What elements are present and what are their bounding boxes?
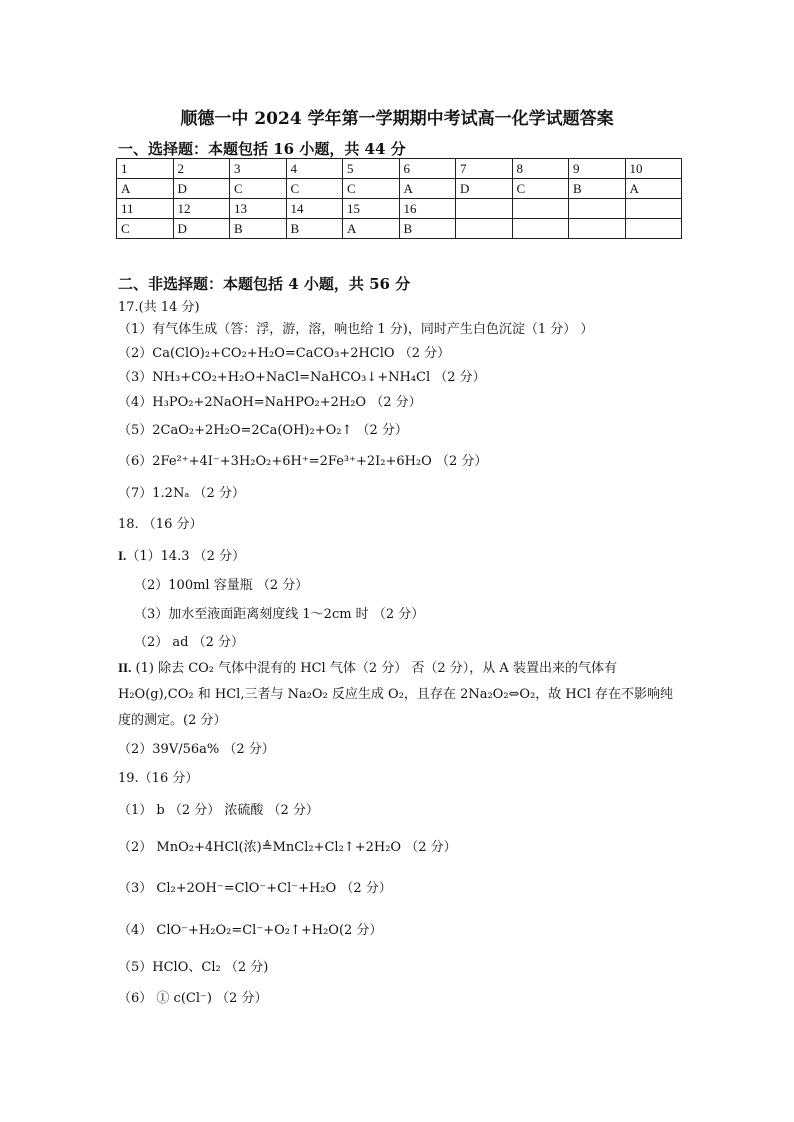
page-title: 顺德一中 2024 学年第一学期期中考试高一化学试题答案 bbox=[180, 109, 614, 129]
answer-table-cell: 10 bbox=[625, 159, 682, 179]
answer-table-cell: 4 bbox=[286, 159, 343, 179]
section-2-heading: 二、非选择题：本题包括 4 小题，共 56 分 bbox=[118, 275, 411, 293]
q18-header: 18. （16 分） bbox=[118, 517, 203, 532]
answer-table-cell: C bbox=[286, 179, 343, 199]
q19-line: （3） Cl₂+2OH⁻=ClO⁻+Cl⁻+H₂O （2 分） bbox=[118, 881, 392, 896]
q18-part2-line: （2）39V/56a% （2 分） bbox=[118, 742, 275, 757]
answer-table-cell bbox=[512, 219, 569, 239]
answer-table-cell: A bbox=[117, 179, 174, 199]
answer-table-cell: A bbox=[625, 179, 682, 199]
q17-line: （7）1.2Nₐ （2 分） bbox=[118, 486, 245, 501]
q19-line: （2） MnO₂+4HCl(浓)≜MnCl₂+Cl₂↑+2H₂O （2 分） bbox=[118, 840, 457, 855]
q19-line: （4） ClO⁻+H₂O₂=Cl⁻+O₂↑+H₂O(2 分） bbox=[118, 923, 383, 938]
answer-table-cell: D bbox=[173, 179, 230, 199]
answer-table-cell: C bbox=[343, 179, 400, 199]
answer-table-cell: 2 bbox=[173, 159, 230, 179]
q18-part2-label: II. bbox=[118, 660, 132, 675]
answer-table-cell: A bbox=[399, 179, 456, 199]
answer-table-cell: C bbox=[117, 219, 174, 239]
answer-table-row bbox=[117, 179, 682, 199]
answer-table-cell: 5 bbox=[343, 159, 400, 179]
answer-table-cell: 15 bbox=[343, 199, 400, 219]
q18-part1-line: （3）加水至液面距离刻度线 1～2cm 时 （2 分） bbox=[134, 607, 425, 622]
q17-line: （1）有气体生成（答：浮，游，溶，响也给 1 分)，同时产生白色沉淀（1 分） ） bbox=[118, 322, 594, 337]
q17-line: （5）2CaO₂+2H₂O=2Ca(OH)₂+O₂↑ （2 分） bbox=[118, 423, 408, 438]
answer-table-cell: D bbox=[456, 179, 513, 199]
q18-part1-line: （2）100ml 容量瓶 （2 分） bbox=[134, 578, 309, 593]
q18-part1-first bbox=[118, 548, 245, 565]
answer-table-cell: 14 bbox=[286, 199, 343, 219]
q17-header: 17.(共 14 分) bbox=[118, 300, 200, 315]
q17-line: （3）NH₃+CO₂+H₂O+NaCl=NaHCO₃↓+NH₄Cl （2 分） bbox=[118, 370, 486, 385]
answer-table-cell: 6 bbox=[399, 159, 456, 179]
answer-table-cell bbox=[625, 199, 682, 219]
answer-table-cell: C bbox=[512, 179, 569, 199]
q18-part2-paragraph bbox=[118, 655, 684, 734]
q19-line: （1） b （2 分） 浓硫酸 （2 分） bbox=[118, 803, 319, 818]
q19-header: 19.（16 分） bbox=[118, 771, 199, 786]
answer-table-cell: 13 bbox=[230, 199, 287, 219]
section-1-heading: 一、选择题：本题包括 16 小题，共 44 分 bbox=[118, 140, 406, 158]
answer-table-cell: 11 bbox=[117, 199, 174, 219]
answer-table-cell bbox=[512, 199, 569, 219]
answer-table-cell: D bbox=[173, 219, 230, 239]
answer-table-cell: 7 bbox=[456, 159, 513, 179]
answer-table-cell bbox=[456, 199, 513, 219]
answer-table-cell bbox=[456, 219, 513, 239]
answer-table-cell: 8 bbox=[512, 159, 569, 179]
answer-table-cell: 16 bbox=[399, 199, 456, 219]
q18-part1-line: （1）14.3 （2 分） bbox=[126, 549, 246, 564]
q18-part1-line: （2） ad （2 分） bbox=[134, 635, 245, 650]
answer-table-cell: B bbox=[286, 219, 343, 239]
answer-table-cell: B bbox=[569, 179, 626, 199]
answer-table-row bbox=[117, 219, 682, 239]
answer-table-row bbox=[117, 159, 682, 179]
q19-line: （6） ① c(Cl⁻) （2 分） bbox=[118, 991, 268, 1006]
answer-table-cell: C bbox=[230, 179, 287, 199]
answer-table-cell: B bbox=[399, 219, 456, 239]
q17-line: （2）Ca(ClO)₂+CO₂+H₂O=CaCO₃+2HClO （2 分） bbox=[118, 346, 451, 361]
answer-table-cell: 9 bbox=[569, 159, 626, 179]
q17-line: （6）2Fe²⁺+4I⁻+3H₂O₂+6H⁺=2Fe³⁺+2I₂+6H₂O （2 分） bbox=[118, 454, 488, 469]
q18-part1-label: I. bbox=[118, 548, 127, 563]
q19-line: （5）HClO、Cl₂ （2 分) bbox=[118, 960, 269, 975]
answer-table-row bbox=[117, 199, 682, 219]
answer-table-cell: A bbox=[343, 219, 400, 239]
answer-table-cell bbox=[625, 219, 682, 239]
answer-table-cell bbox=[569, 199, 626, 219]
answer-table-cell: 12 bbox=[173, 199, 230, 219]
q17-line: （4）H₃PO₂+2NaOH=NaHPO₂+2H₂O （2 分） bbox=[118, 395, 422, 410]
answer-table-cell: 1 bbox=[117, 159, 174, 179]
answer-table bbox=[116, 158, 682, 239]
answer-table-cell: 3 bbox=[230, 159, 287, 179]
answer-table-cell: B bbox=[230, 219, 287, 239]
answer-table-cell bbox=[569, 219, 626, 239]
q18-part2-text: (1) 除去 CO₂ 气体中混有的 HCl 气体（2 分） 否（2 分），从 A 装置出来的气体有 H₂O(g),CO₂ 和 HCl,三者与 Na₂O₂ 反应生成 O₂，且存在 2Na₂O₂⇔O₂，故 HCl 存在不影响纯度的测定。(2 分） bbox=[118, 661, 674, 728]
